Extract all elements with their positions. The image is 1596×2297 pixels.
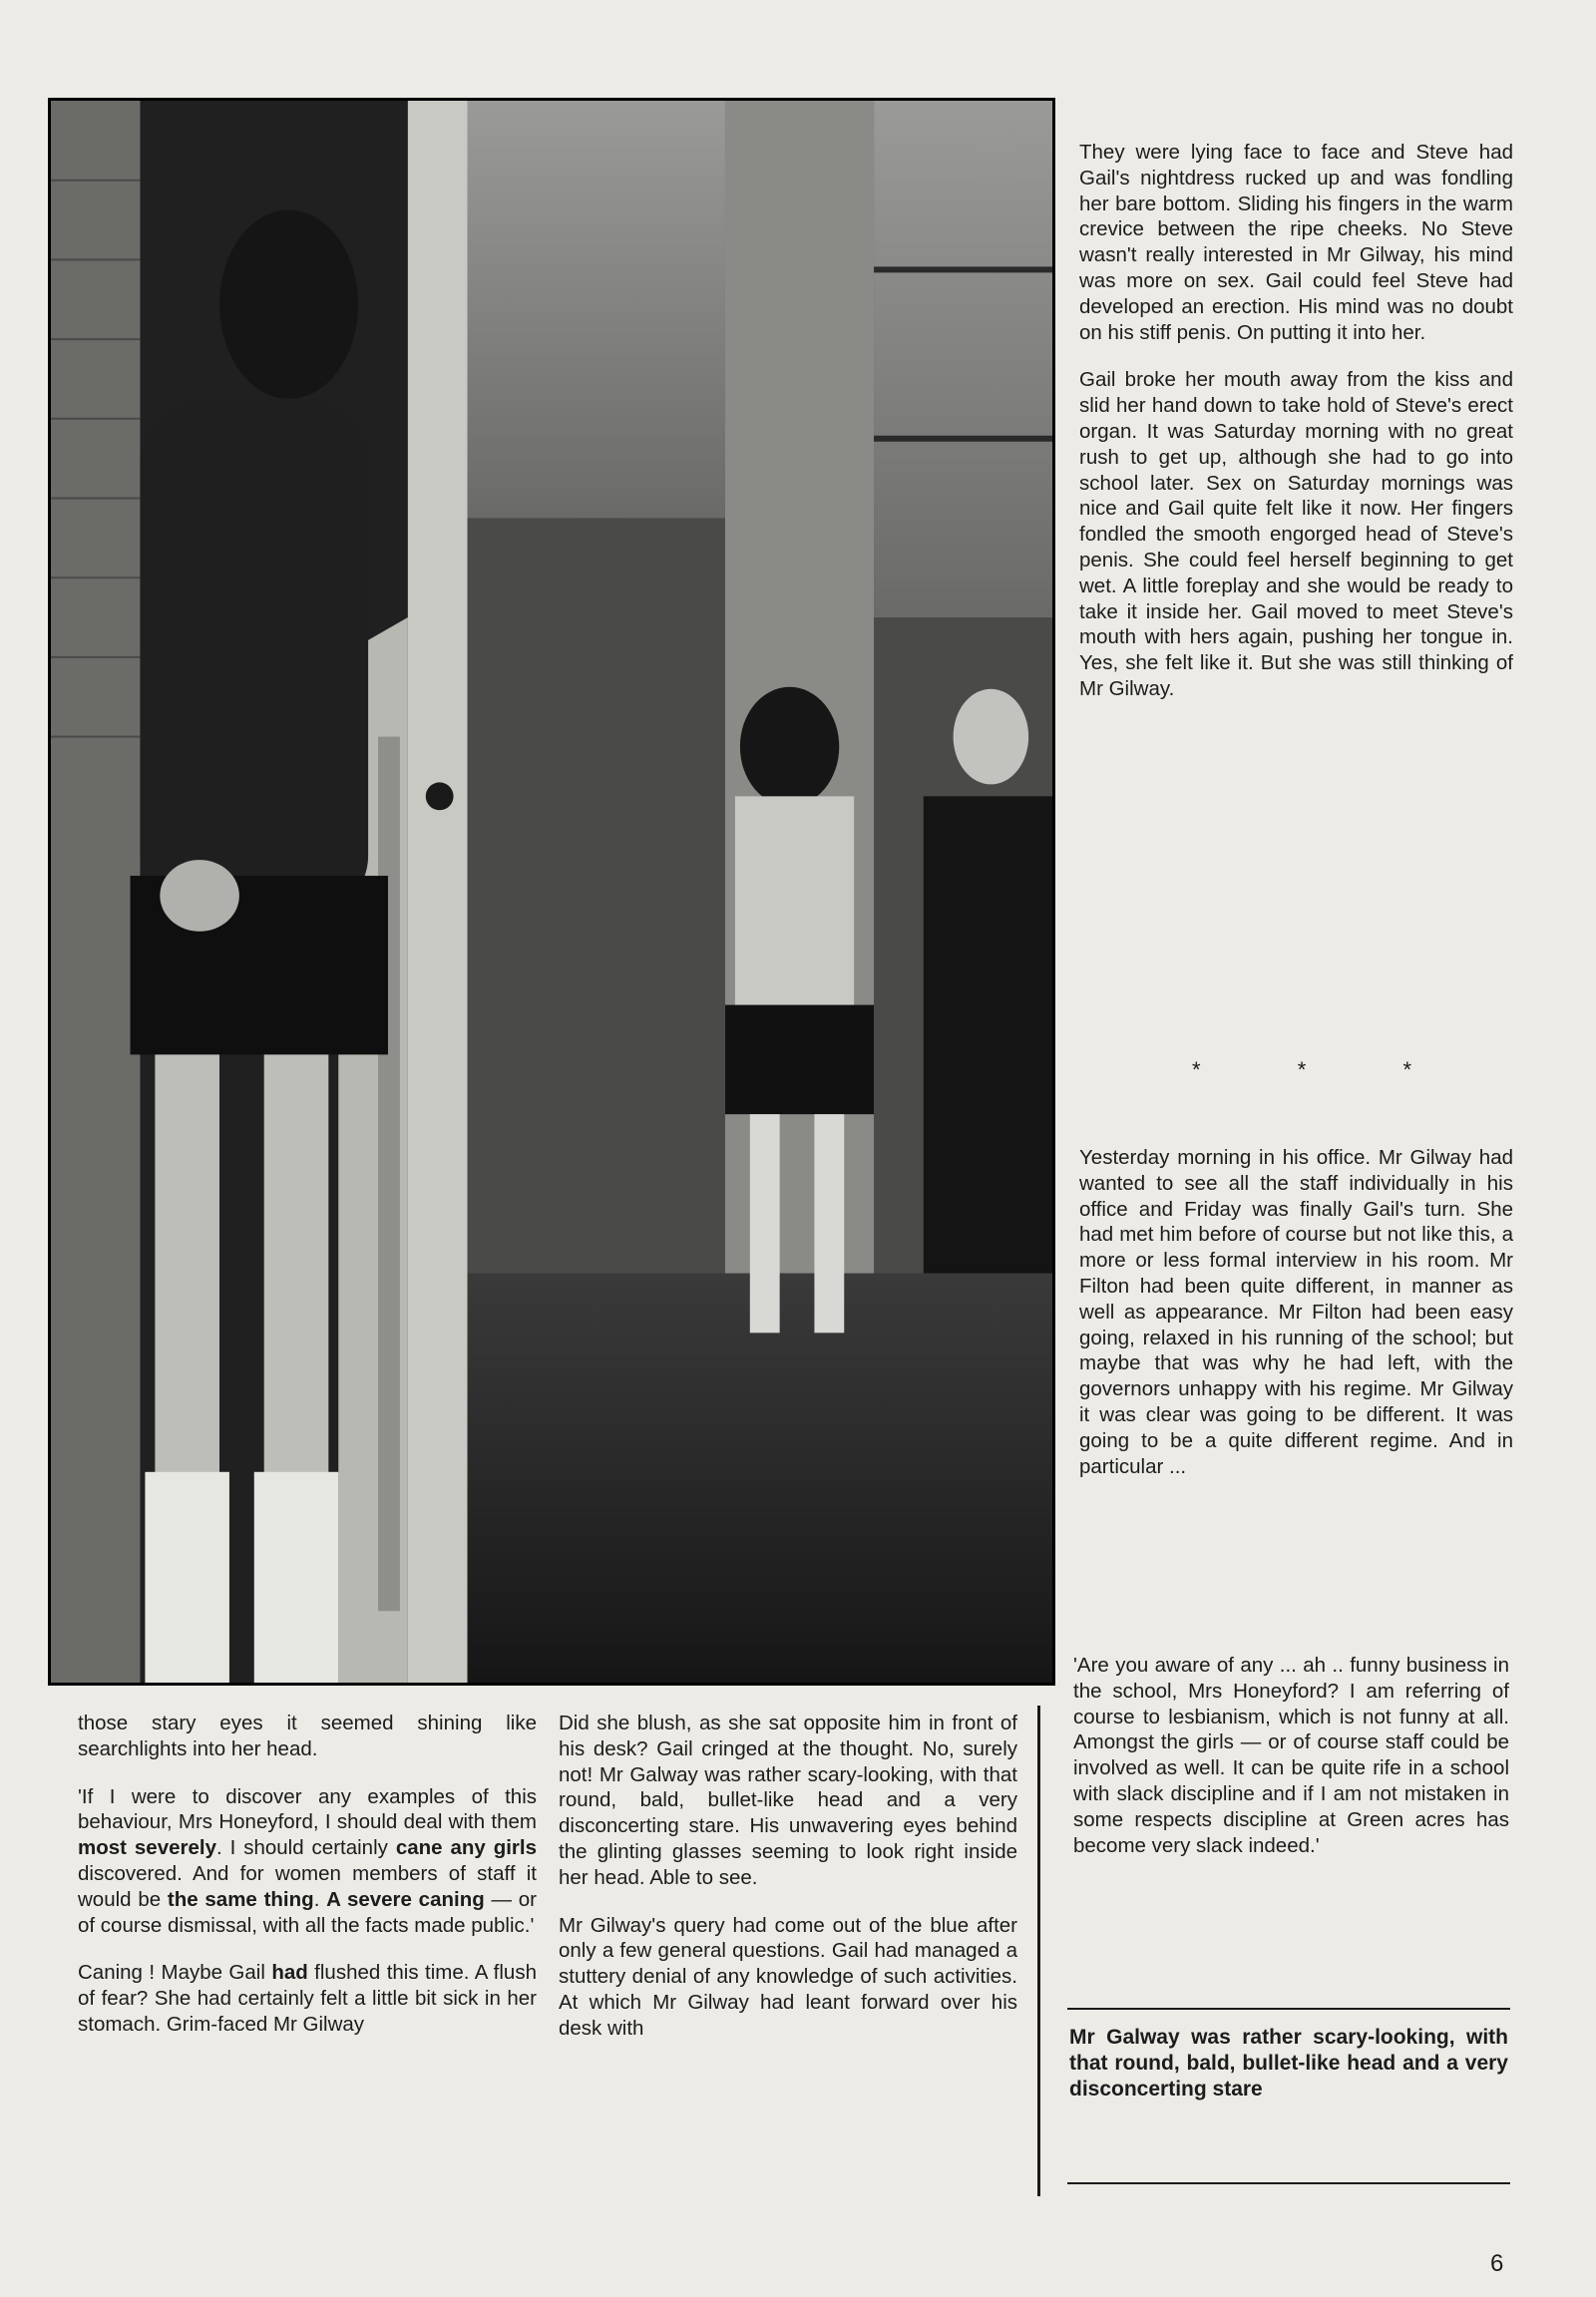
bold-run: cane any girls [395,1836,537,1860]
bottom-middle-column [559,1711,1017,2042]
star: * [1402,1057,1411,1082]
paragraph: Mr Gilway's query had come out of the blue after only a few general questions. Gail had managed a stuttery denial of any knowledge of such activities. At which Mr Gilway had leant forward over his desk with [559,1913,1017,2040]
bold-run: the same thing [167,1887,314,1911]
paragraph: They were lying face to face and Steve had Gail's nightdress rucked up and was fondling her bare bottom. Sliding his fingers in the warm crevice between the ripe cheeks. No Steve wasn't really interested in Mr Gilway, his mind was more on sex. Gail could feel Steve had developed an erection. His mind was no doubt on his stiff penis. On putting it into her. [1079,141,1513,344]
bold-run: had [271,1961,308,1985]
bottom-left-column [78,1711,537,2038]
text-run: — or of course dismissal, with all the facts made public.' [78,1887,537,1937]
star: * [1192,1057,1201,1082]
paragraph [78,1784,537,1939]
bold-run: most severely [78,1836,216,1860]
pull-quote: Mr Galway was rather scary-looking, with that round, bald, bullet-like head and a very disconcerting stare [1069,2026,1508,2101]
paragraph: Did she blush, as she sat opposite him in front of his desk? Gail cringed at the thought. No, surely not! Mr Galway was rather scary-looking, with that round, bald, bullet-like head and a very disconcerting stare. His unwavering eyes behind the glinting glasses seeming to look right inside her head. Able to see. [559,1712,1017,1889]
text-run: Caning ! Maybe Gail [78,1961,272,1985]
photo-icon [51,101,1052,1683]
column-divider [1037,1706,1040,2196]
bottom-right-column [1073,1653,1509,1858]
pull-quote-rule-top [1067,2008,1510,2010]
text-run: discovered. And for women members of staff it would be [78,1861,537,1911]
pull-quote-rule-bottom [1067,2182,1510,2184]
star: * [1297,1057,1307,1082]
text-run: 'If I were to discover any examples of this behaviour, Mrs Honeyford, I should deal with them [78,1784,537,1834]
text-run: flushed this time. A flush of fear? She had certainly felt a little bit sick in her stomach. Grim-faced Mr Gilway [78,1961,537,2036]
text-run: . [313,1887,327,1911]
photo [48,98,1055,1686]
text-run: . I should certainly [215,1836,396,1860]
paragraph [78,1960,537,2037]
paragraph: Yesterday morning in his office. Mr Gilway had wanted to see all the staff individually in his office and Friday was finally Gail's turn. She had met him before of course but not like this, a more or less formal interview in his room. Mr Filton had been quite different, in manner as well as appearance. Mr Filton had been easy going, relaxed in his running of the school; but maybe that was why he had left, with the governors unhappy with his regime. Mr Gilway it was clear was going to be different. It was going to be a quite different regime. And in particular ... [1079,1146,1513,1478]
paragraph: 'Are you aware of any ... ah .. funny business in the school, Mrs Honeyford? I am referring of course to lesbianism, which is not funny at all. Amongst the girls — or of course staff could be involved as well. It can be quite rife in a school with slack discipline and if I am not mistaken in some respects discipline at Green acres has become very slack indeed.' [1073,1654,1509,1857]
bold-run: A severe caning [326,1887,485,1911]
right-column-lower [1079,1145,1513,1479]
paragraph: those stary eyes it seemed shining like searchlights into her head. [78,1712,537,1760]
section-break [1192,1057,1411,1083]
right-column [1079,140,1513,702]
paragraph: Gail broke her mouth away from the kiss and slid her hand down to take hold of Steve's erect organ. It was Saturday morning with no great rush to get up, although she had to go into school later. Sex on Saturday mornings was nice and Gail quite felt like it now. Her fingers fondled the smooth engorged head of Steve's penis. She could feel herself beginning to get wet. A little foreplay and she would be ready to take it inside her. Gail moved to meet Steve's mouth with hers again, pushing her tongue in. Yes, she felt like it. But she was still thinking of Mr Gilway. [1079,368,1513,700]
page-number: 6 [1490,2250,1504,2277]
